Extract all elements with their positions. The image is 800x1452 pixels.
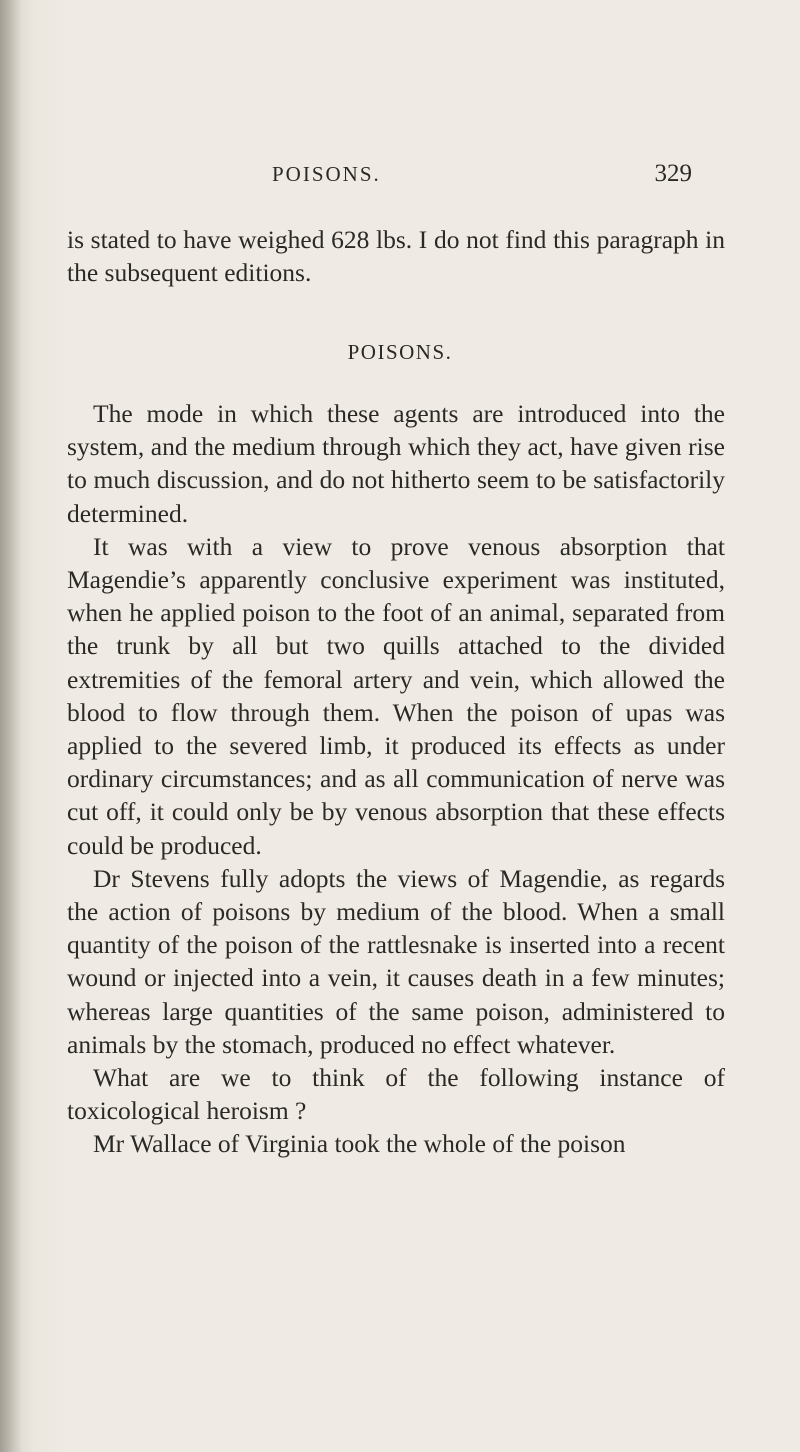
page-number: 329 [654,160,692,187]
paragraph: It was with a view to prove venous absorption that Magendie’s apparently conclusive experiment was instituted, when he applied poison to the foot of an animal, separated from the trunk by all but two quills attached to the divided extremities of the femoral artery and vein, which allowed the blood to flow through them. When the poison of upas was applied to the severed limb, it produced its effects as under ordinary circumstances; and as all communication of nerve was cut off, it could only be by venous absorption that these effects could be produced. [67,531,725,860]
carry-over-paragraph: is stated to have weighed 628 lbs. I do not find this paragraph in the subsequent editions. [67,225,725,288]
section-title: POISONS. [347,340,453,364]
paragraph: Mr Wallace of Virginia took the whole of the poison [93,1129,626,1159]
running-head [272,162,722,196]
paragraph: Dr Stevens fully adopts the views of Magendie, as regards the action of poisons by medium of the blood. When a small quantity of the poison of the rattlesnake is inserted into a recent wound or injected into a vein, it causes death in a few minutes; whereas large quantities of the same poison, administered to animals by the stomach, produced no effect whatever. [67,863,725,1059]
paragraph: The mode in which these agents are introduced into the system, and the medium through which they act, have given rise to much discussion, and do not hitherto seem to be satisfactorily determined. [67,399,725,528]
section-body [67,397,725,1161]
paragraph: What are we to think of the following instance of toxicological heroism ? [67,1063,725,1126]
running-head-title: POISONS. [272,162,381,186]
binding-shadow [0,0,22,1452]
